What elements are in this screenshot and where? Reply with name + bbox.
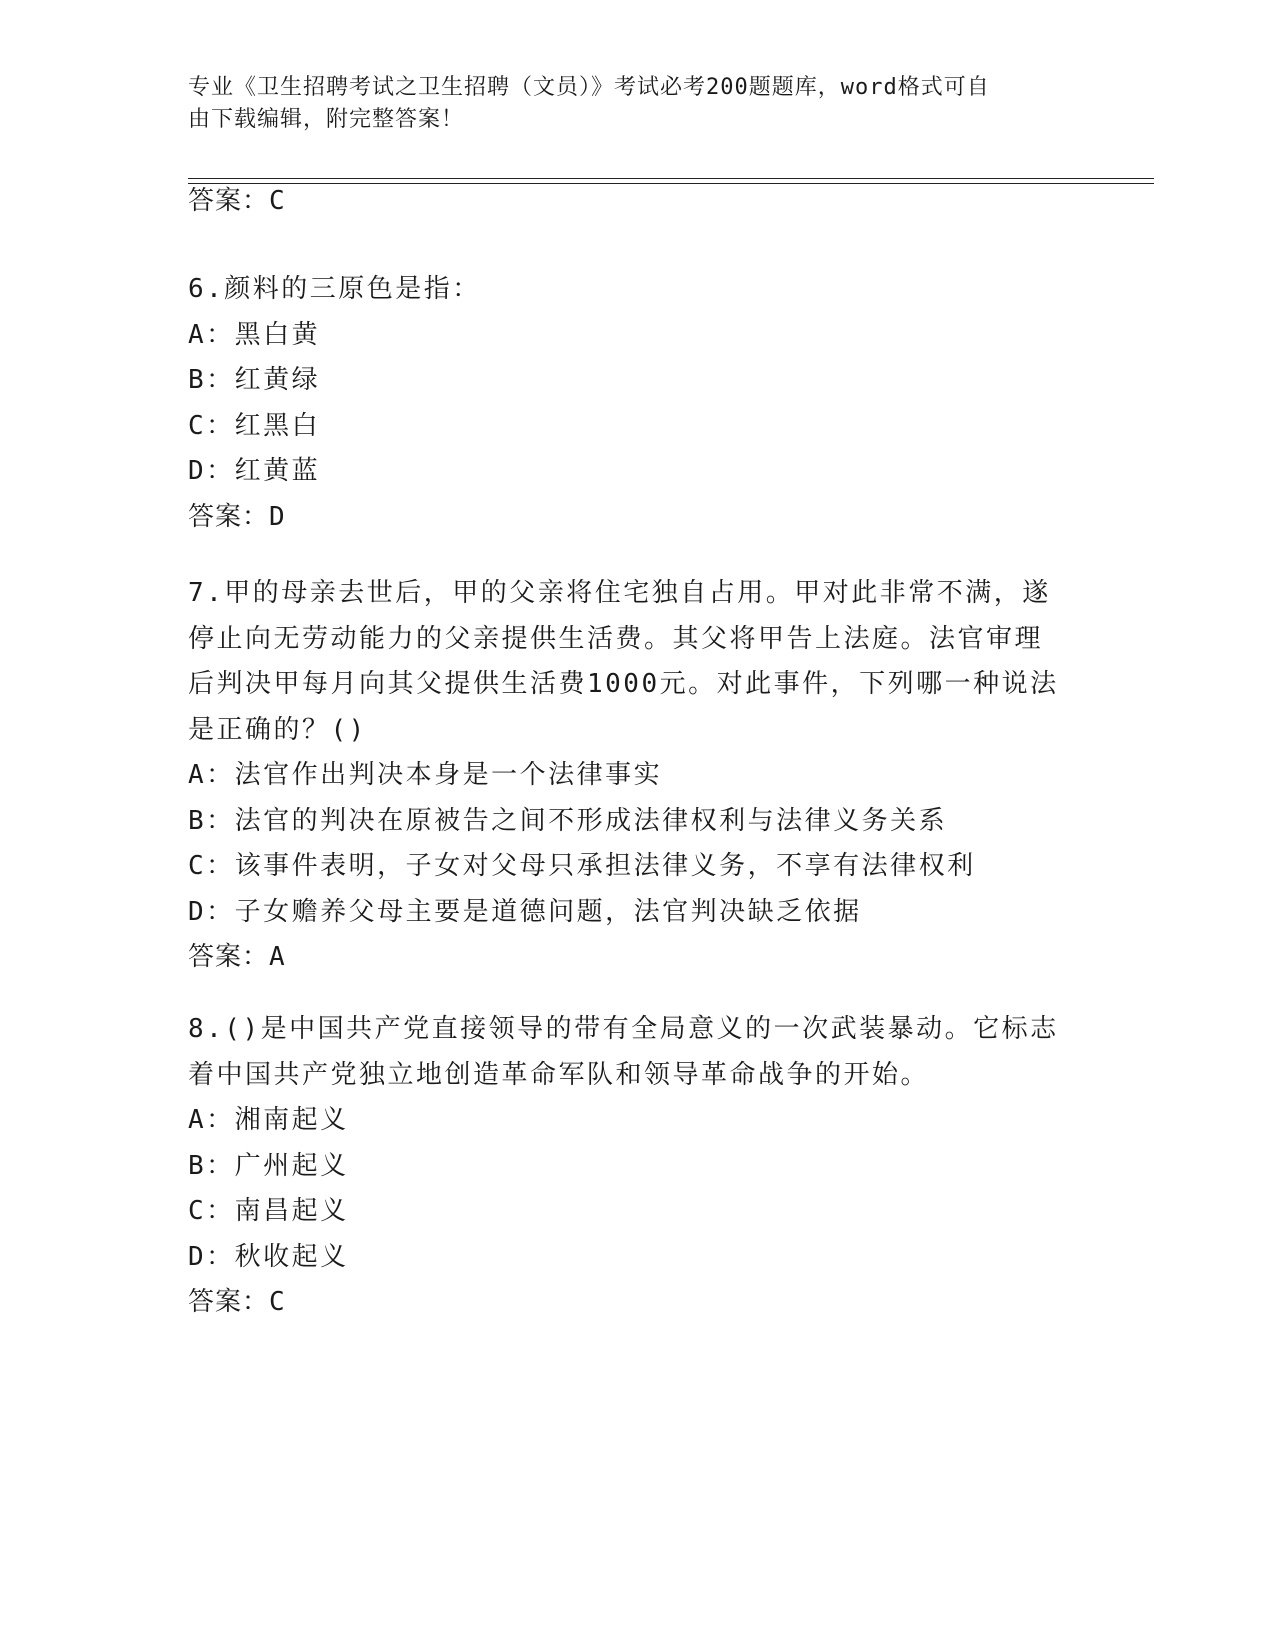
answer-line — [188, 935, 1088, 980]
previous-answer — [188, 179, 1088, 224]
option-d: D：红黄蓝 — [188, 456, 321, 486]
option-b: B：法官的判决在原被告之间不形成法律权利与法律义务关系 — [188, 805, 948, 836]
answer-value: A — [269, 942, 286, 972]
question-text: 6.颜料的三原色是指： — [188, 274, 481, 304]
question-text: 停止向无劳动能力的父亲提供生活费。其父将甲告上法庭。法官审理 — [188, 623, 1044, 654]
answer-label: 答案： — [188, 1287, 270, 1317]
option-d: D：子女赡养父母主要是道德问题，法官判决缺乏依据 — [188, 896, 862, 927]
option-b: B：红黄绿 — [188, 365, 321, 395]
answer-line — [188, 495, 1088, 540]
option-b: B：广州起义 — [188, 1150, 349, 1181]
answer-line — [188, 179, 1088, 224]
answer-line — [188, 1280, 1088, 1325]
option-c: C：南昌起义 — [188, 1196, 349, 1226]
option-a: A：法官作出判决本身是一个法律事实 — [188, 760, 663, 790]
document-header — [188, 72, 1068, 136]
answer-label: 答案： — [188, 186, 270, 216]
question-8 — [188, 1007, 1088, 1325]
answer-value: C — [269, 186, 286, 216]
question-text: 着中国共产党独立地创造革命军队和领导革命战争的开始。 — [188, 1059, 930, 1090]
answer-label: 答案： — [188, 501, 270, 532]
header-line-2: 由下载编辑，附完整答案！ — [188, 107, 465, 132]
option-d: D：秋收起义 — [188, 1241, 349, 1272]
option-c: C：红黑白 — [188, 410, 321, 441]
question-6 — [188, 267, 1088, 540]
question-text: 是正确的？() — [188, 714, 367, 745]
option-a: A：黑白黄 — [188, 319, 321, 350]
option-c: C：该事件表明，子女对父母只承担法律义务，不享有法律权利 — [188, 851, 976, 881]
question-7 — [188, 571, 1088, 980]
header-line-1: 专业《卫生招聘考试之卫生招聘（文员）》考试必考200题题库，word格式可自 — [188, 75, 990, 100]
option-a: A：湘南起义 — [188, 1105, 349, 1135]
answer-value: C — [269, 1287, 286, 1317]
answer-value: D — [269, 501, 286, 532]
question-text: 后判决甲每月向其父提供生活费1000元。对此事件，下列哪一种说法 — [188, 669, 1059, 699]
answer-label: 答案： — [188, 942, 270, 972]
question-text: 8.()是中国共产党直接领导的带有全局意义的一次武装暴动。它标志 — [188, 1014, 1059, 1044]
question-text: 7.甲的母亲去世后，甲的父亲将住宅独自占用。甲对此非常不满，遂 — [188, 578, 1051, 608]
